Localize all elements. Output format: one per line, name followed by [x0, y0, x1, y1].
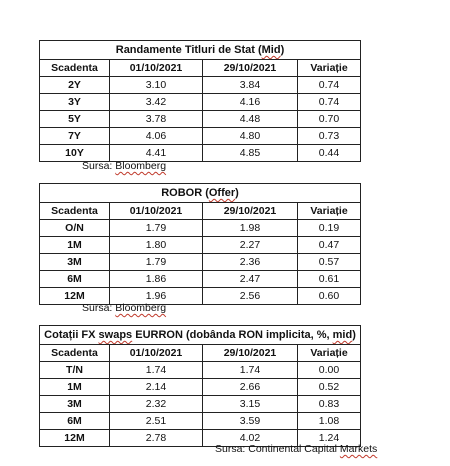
value-cell: 2.14 [110, 379, 203, 396]
value-cell: 2.47 [203, 271, 298, 288]
value-cell: 3.84 [203, 77, 298, 94]
change-cell: 0.61 [298, 271, 361, 288]
table-row [40, 237, 361, 254]
table-row [40, 145, 361, 162]
value-cell: 2.56 [203, 288, 298, 305]
yields-source: Sursa: Bloomberg [82, 160, 167, 172]
change-cell: 0.70 [298, 111, 361, 128]
value-cell: 2.27 [203, 237, 298, 254]
value-cell: 4.48 [203, 111, 298, 128]
value-cell: 2.51 [110, 413, 203, 430]
tenor-cell: 5Y [40, 111, 110, 128]
change-cell: 0.57 [298, 254, 361, 271]
table-row [40, 220, 361, 237]
value-cell: 1.86 [110, 271, 203, 288]
change-cell: 0.47 [298, 237, 361, 254]
tenor-cell: 7Y [40, 128, 110, 145]
header-cell-date-start: 01/10/2021 [110, 345, 203, 362]
header-cell-change: Variație [298, 203, 361, 220]
header-cell-change: Variație [298, 60, 361, 77]
value-cell: 2.32 [110, 396, 203, 413]
change-cell: 0.83 [298, 396, 361, 413]
table-row [40, 396, 361, 413]
yields-table-title: Randamente Titluri de Stat (Mid) [40, 41, 361, 60]
header-cell-tenor: Scadenta [40, 345, 110, 362]
tenor-cell: T/N [40, 362, 110, 379]
change-cell: 1.08 [298, 413, 361, 430]
tenor-cell: 3M [40, 396, 110, 413]
value-cell: 4.02 [203, 430, 298, 447]
value-cell: 1.96 [110, 288, 203, 305]
table-row [40, 77, 361, 94]
value-cell: 2.36 [203, 254, 298, 271]
table-row [40, 254, 361, 271]
change-cell: 0.44 [298, 145, 361, 162]
change-cell: 0.74 [298, 94, 361, 111]
value-cell: 4.41 [110, 145, 203, 162]
header-cell-date-end: 29/10/2021 [203, 345, 298, 362]
header-cell-date-start: 01/10/2021 [110, 203, 203, 220]
tenor-cell: 3Y [40, 94, 110, 111]
fx-swaps-table [39, 325, 361, 447]
value-cell: 4.16 [203, 94, 298, 111]
tenor-cell: 1M [40, 379, 110, 396]
tenor-cell: 6M [40, 413, 110, 430]
change-cell: 0.60 [298, 288, 361, 305]
value-cell: 4.80 [203, 128, 298, 145]
robor-source: Sursa: Bloomberg [82, 302, 167, 314]
value-cell: 2.66 [203, 379, 298, 396]
tenor-cell: 2Y [40, 77, 110, 94]
fx-swaps-table-title: Cotații FX swaps EURRON (dobânda RON implicita, %, mid) [40, 326, 361, 345]
tenor-cell: 3M [40, 254, 110, 271]
value-cell: 1.79 [110, 254, 203, 271]
header-cell-change: Variație [298, 345, 361, 362]
header-cell-tenor: Scadenta [40, 203, 110, 220]
table-row [40, 413, 361, 430]
header-cell-tenor: Scadenta [40, 60, 110, 77]
header-row [40, 203, 361, 220]
value-cell: 3.42 [110, 94, 203, 111]
table-row [40, 362, 361, 379]
value-cell: 1.98 [203, 220, 298, 237]
header-cell-date-end: 29/10/2021 [203, 203, 298, 220]
header-cell-date-start: 01/10/2021 [110, 60, 203, 77]
value-cell: 3.15 [203, 396, 298, 413]
robor-table-title: ROBOR (Offer) [40, 184, 361, 203]
tenor-cell: 12M [40, 288, 110, 305]
yields-table [39, 40, 361, 162]
header-row [40, 345, 361, 362]
value-cell: 1.79 [110, 220, 203, 237]
fx-swaps-source: Sursa: Continental Capital Markets [215, 443, 378, 455]
change-cell: 0.52 [298, 379, 361, 396]
table-row [40, 94, 361, 111]
change-cell: 0.00 [298, 362, 361, 379]
value-cell: 4.85 [203, 145, 298, 162]
change-cell: 0.74 [298, 77, 361, 94]
value-cell: 4.06 [110, 128, 203, 145]
robor-table [39, 183, 361, 305]
value-cell: 3.10 [110, 77, 203, 94]
value-cell: 1.80 [110, 237, 203, 254]
value-cell: 3.78 [110, 111, 203, 128]
table-row [40, 111, 361, 128]
tenor-cell: O/N [40, 220, 110, 237]
table-row [40, 128, 361, 145]
value-cell: 3.59 [203, 413, 298, 430]
tenor-cell: 10Y [40, 145, 110, 162]
table-row [40, 271, 361, 288]
value-cell: 1.74 [110, 362, 203, 379]
value-cell: 2.78 [110, 430, 203, 447]
change-cell: 0.19 [298, 220, 361, 237]
header-cell-date-end: 29/10/2021 [203, 60, 298, 77]
value-cell: 1.74 [203, 362, 298, 379]
table-row [40, 379, 361, 396]
tenor-cell: 6M [40, 271, 110, 288]
change-cell: 1.24 [298, 430, 361, 447]
change-cell: 0.73 [298, 128, 361, 145]
header-row [40, 60, 361, 77]
tenor-cell: 1M [40, 237, 110, 254]
tenor-cell: 12M [40, 430, 110, 447]
